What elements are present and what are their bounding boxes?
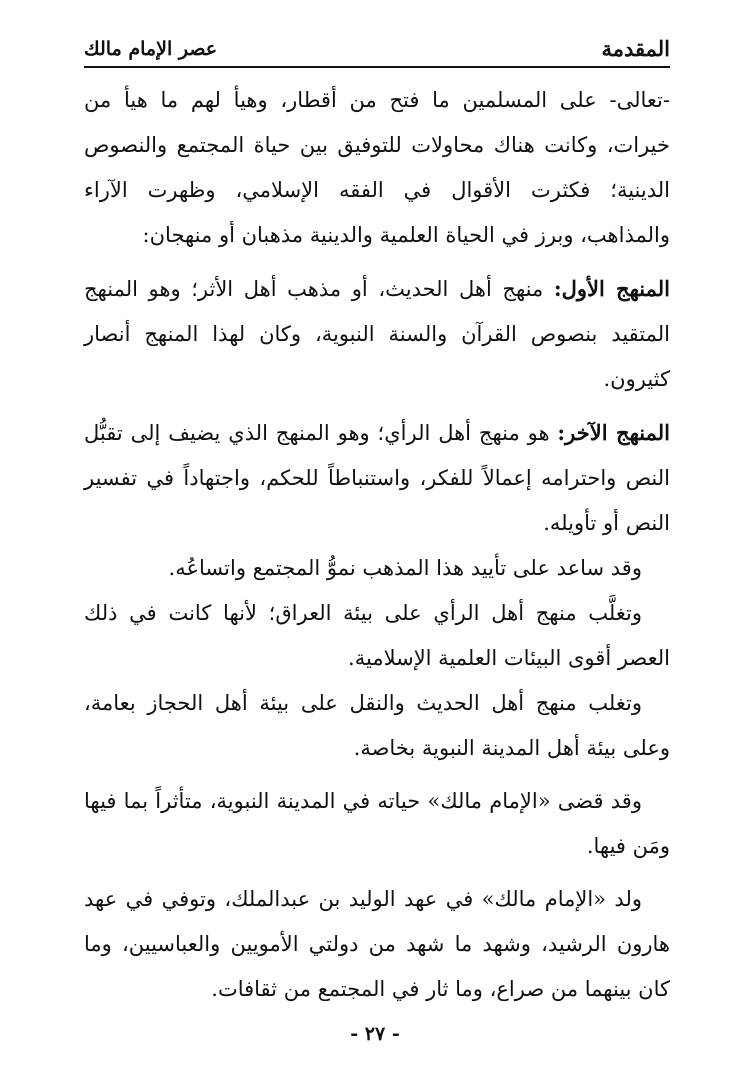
- paragraph: [84, 591, 670, 681]
- paragraph-text: وقد قضى «الإمام مالك» حياته في المدينة النبوية، متأثراً بما فيها ومَن فيها.: [84, 789, 670, 858]
- paragraph-lead: المنهج الأول:: [553, 276, 670, 301]
- paragraph-other-method: [84, 410, 670, 546]
- paragraph: [84, 877, 670, 1012]
- section-title: المقدمة: [601, 36, 670, 61]
- paragraph-text: منهج أهل الحديث، أو مذهب أهل الأثر؛ وهو المنهج المتقيد بنصوص القرآن والسنة النبوية، وكان لهذا المنهج أنصار كثيرون.: [84, 277, 670, 391]
- running-header: [84, 30, 670, 64]
- book-title: عصر الإمام مالك: [84, 38, 218, 60]
- paragraph-first-method: [84, 266, 670, 402]
- header-divider: [84, 66, 670, 68]
- paragraph: [84, 779, 670, 869]
- paragraph: [84, 681, 670, 771]
- paragraph-text: ولد «الإمام مالك» في عهد الوليد بن عبدالملك، وتوفي في عهد هارون الرشيد، وشهد ما شهد من دولتي الأمويين والعباسيين، وما كان بينهما من صراع، وما ثار في المجتمع من ثقافات.: [84, 887, 670, 1001]
- paragraph-text: وتغلَّب منهج أهل الرأي على بيئة العراق؛ لأنها كانت في ذلك العصر أقوى البيئات العلمية الإسلامية.: [84, 601, 670, 670]
- paragraph-text: وتغلب منهج أهل الحديث والنقل على بيئة أهل الحجاز بعامة، وعلى بيئة أهل المدينة النبوية بخاصة.: [84, 691, 670, 760]
- paragraph: [84, 546, 670, 591]
- body-text: [84, 78, 670, 1012]
- paragraph-text: -تعالى- على المسلمين ما فتح من أقطار، وهيأ لهم ما هيأ من خيرات، وكانت هناك محاولات للتوفيق بين حياة المجتمع والنصوص الدينية؛ فكثرت الأقوال في الفقه الإسلامي، وظهرت الآراء والمذاهب، وبرز في الحياة العلمية والدينية مذهبان أو منهجان:: [84, 88, 670, 247]
- paragraph: [84, 78, 670, 258]
- paragraph-lead: المنهج الآخر:: [557, 420, 670, 445]
- page-number: - ٢٧ -: [350, 1023, 400, 1045]
- paragraph-text: وقد ساعد على تأييد هذا المذهب نموُّ المجتمع واتساعُه.: [168, 556, 642, 580]
- paragraph-text: هو منهج أهل الرأي؛ وهو المنهج الذي يضيف إلى تقبُّل النص واحترامه إعمالاً للفكر، واستنباطاً للحكم، واجتهاداً في تفسير النص أو تأويله.: [84, 421, 670, 535]
